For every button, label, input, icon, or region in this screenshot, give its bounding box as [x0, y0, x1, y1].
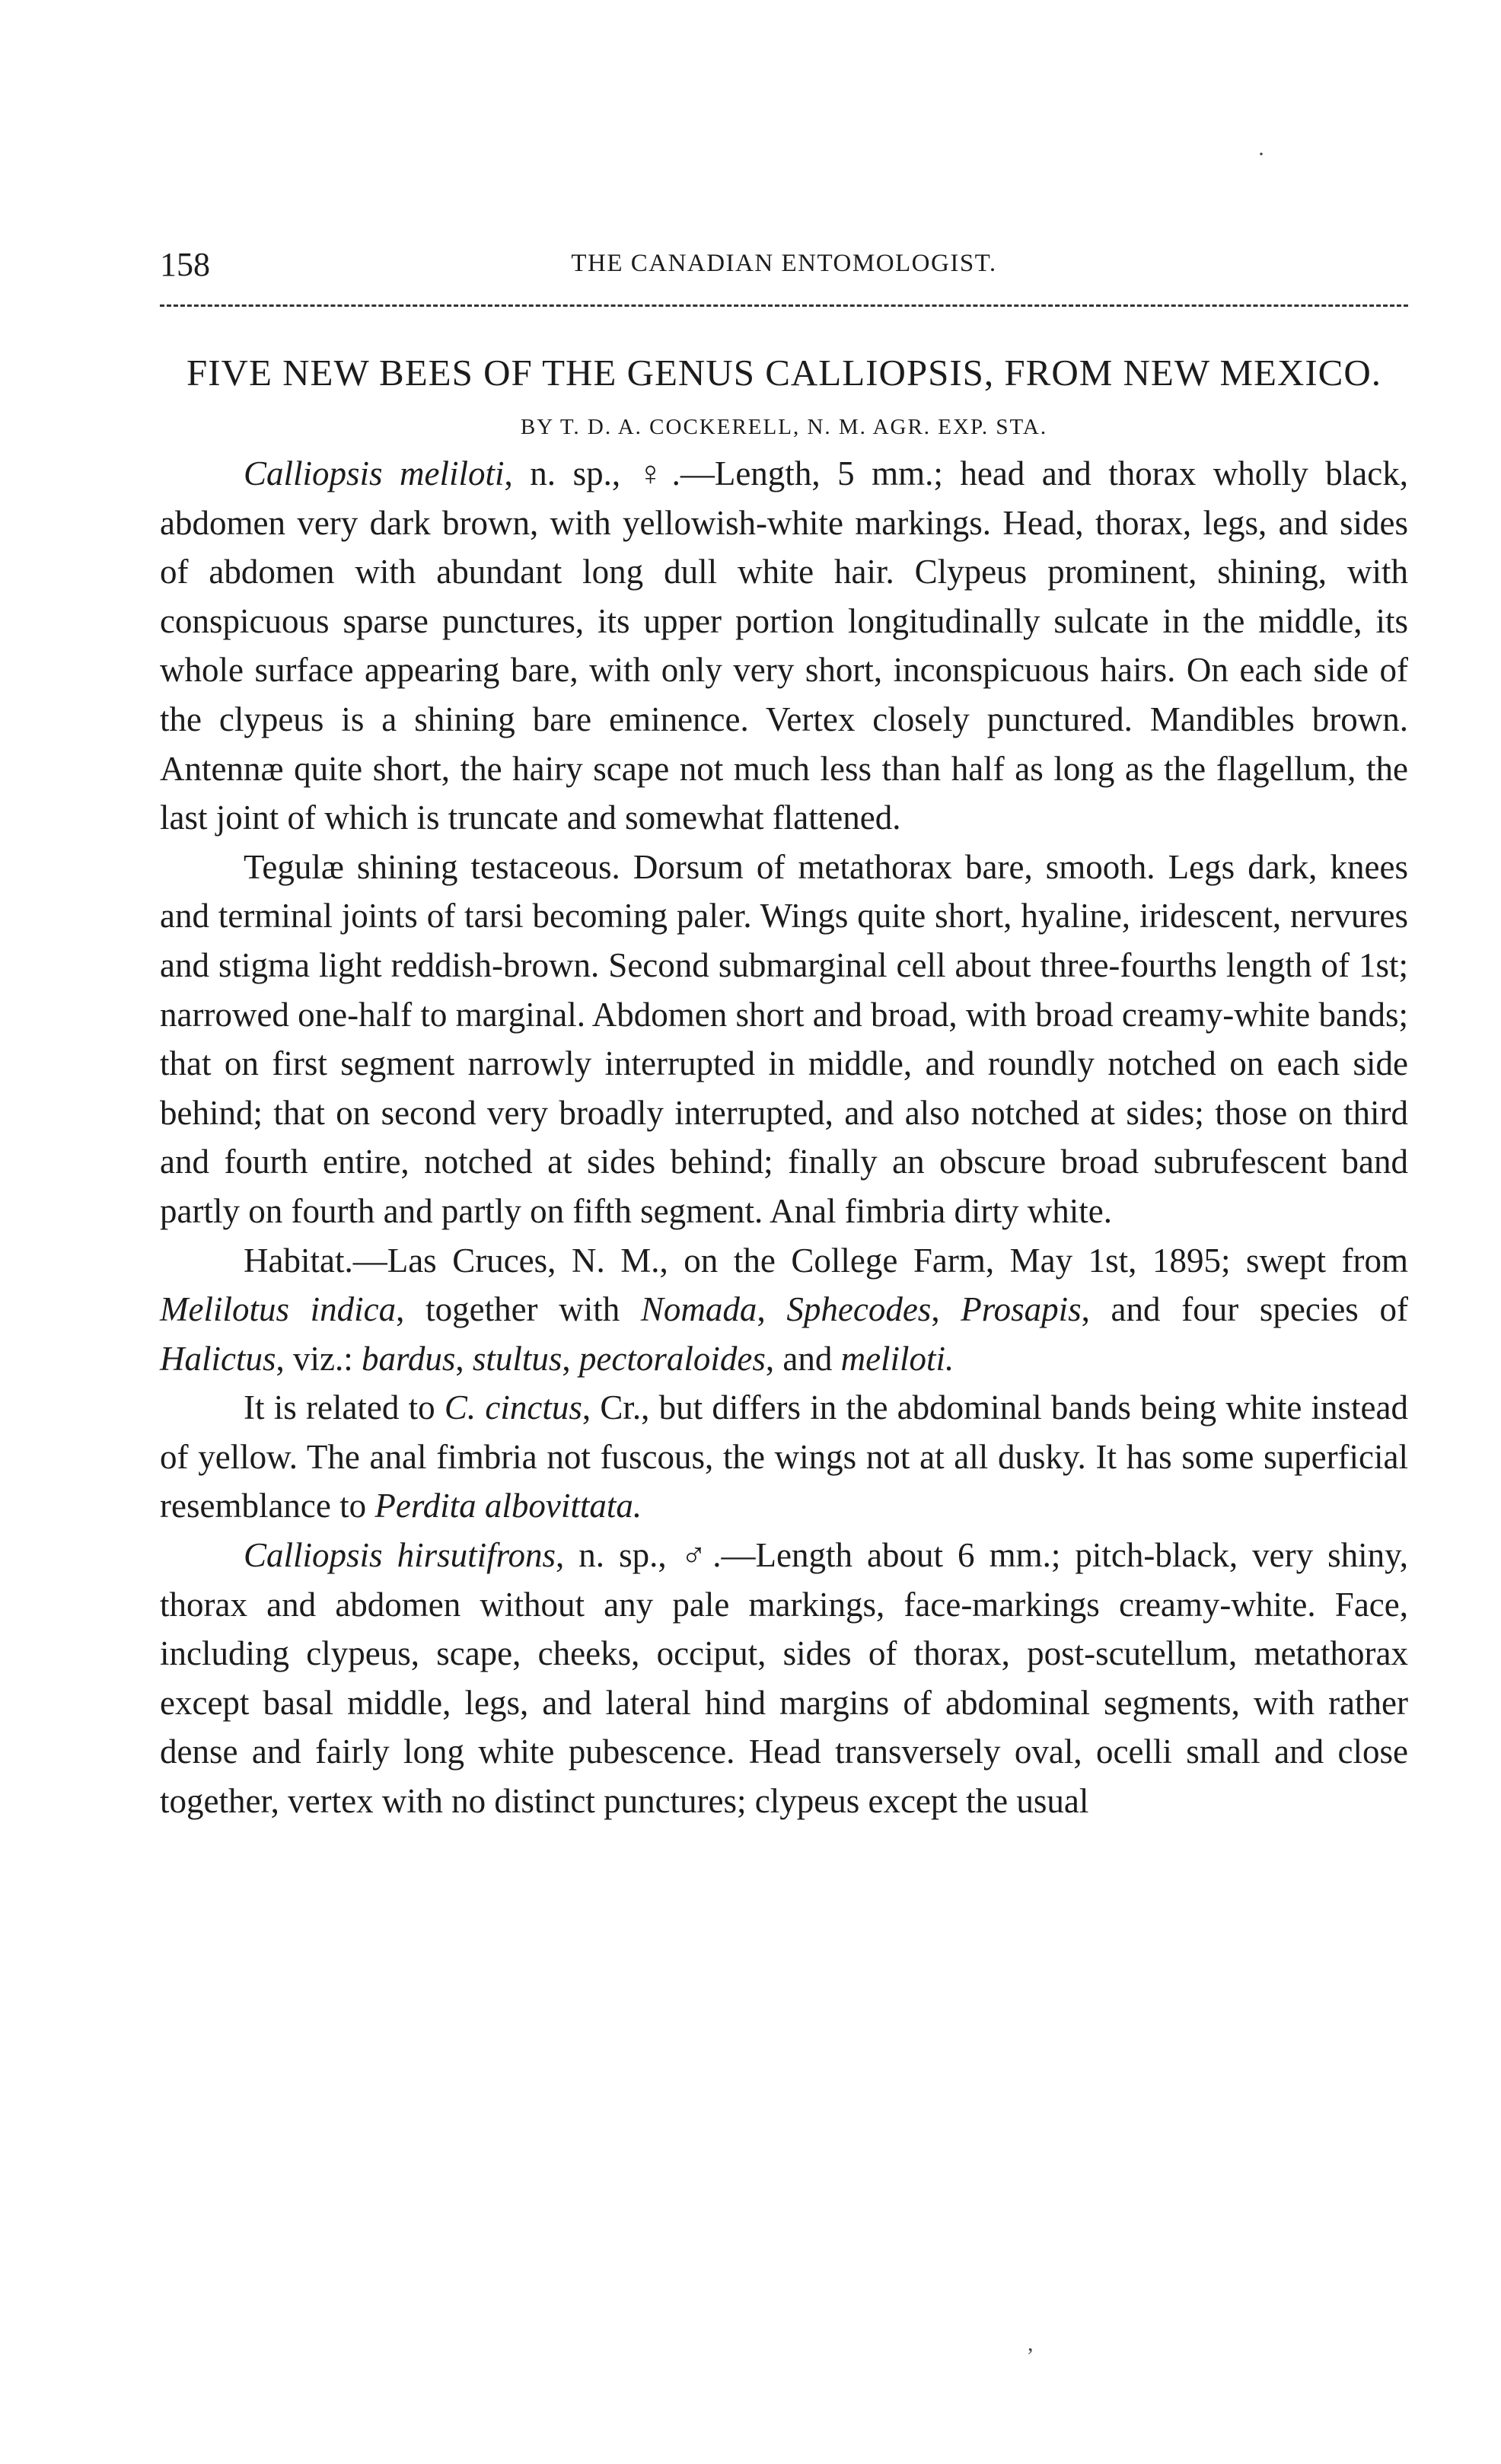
paragraph-comparison	[160, 1383, 1408, 1531]
taxon-name: Nomada	[640, 1290, 757, 1329]
text-run: , together with	[396, 1290, 641, 1329]
header-rule	[160, 304, 1408, 307]
text-run: , and four species of	[1081, 1290, 1408, 1329]
taxon-name: bardus	[361, 1339, 456, 1378]
text-run: , Cr., but differs in the abdominal bands being white instead of yellow. The anal fimbria not fuscous, the wings not at all dusky. It has some superficial resemblance to	[160, 1388, 1408, 1525]
paragraph-text: , n. sp., ♀.—Length, 5 mm.; head and thorax wholly black, abdomen very dark brown, with yellowish-white markings. Head, thorax, legs, and sides of abdomen with abundant long dull white hair. Clypeus prominent, shining, with conspicuous sparse punctures, its upper portion longitudinally sulcate in the middle, its whole surface appearing bare, with only very short, inconspicuous hairs. On each side of the clypeus is a shining bare eminence. Vertex closely punctured. Mandibles brown. Antennæ quite short, the hairy scape not much less than half as long as the flagellum, the last joint of which is truncate and somewhat flattened.	[160, 454, 1408, 837]
taxon-name: Perdita albovittata.	[374, 1487, 642, 1525]
paragraph-2	[160, 843, 1408, 1236]
taxon-name: meliloti.	[840, 1339, 954, 1378]
article-title: FIVE NEW BEES OF THE GENUS CALLIOPSIS, FROM NEW MEXICO.	[186, 352, 1381, 394]
text-run: It is related to	[244, 1388, 445, 1427]
text-run: , and	[765, 1339, 841, 1378]
species-name: Calliopsis meliloti	[244, 454, 505, 492]
journal-title: THE CANADIAN ENTOMOLOGIST.	[571, 250, 997, 277]
taxon-name: Sphecodes	[786, 1290, 932, 1329]
text-run: ,	[931, 1290, 961, 1329]
species-name: Calliopsis hirsutifrons	[244, 1536, 556, 1575]
running-head	[160, 228, 1408, 289]
stray-mark-top: ·	[1257, 142, 1265, 167]
text-run: ,	[562, 1339, 579, 1378]
taxon-name: pectoraloides	[578, 1339, 766, 1378]
taxon-name: C. cinctus	[444, 1388, 582, 1427]
paragraph-habitat	[160, 1236, 1408, 1384]
text-run: ,	[455, 1339, 473, 1378]
paragraph-text: Tegulæ shining testaceous. Dorsum of metathorax bare, smooth. Legs dark, knees and terminal joints of tarsi becoming paler. Wings quite short, hyaline, iridescent, nervures and stigma light reddish-brown. Second submarginal cell about three-fourths length of 1st; narrowed one-half to marginal. Abdomen short and broad, with broad creamy-white bands; that on first segment narrowly interrupted in middle, and roundly notched on each side behind; that on second very broadly interrupted, and also notched at sides; those on third and fourth entire, notched at sides behind; finally an obscure broad subrufescent band partly on fourth and partly on fifth segment. Anal fimbria dirty white.	[160, 847, 1408, 1230]
taxon-name: Prosapis	[961, 1290, 1082, 1329]
page	[160, 228, 1408, 1826]
byline: BY T. D. A. COCKERELL, N. M. AGR. EXP. STA.	[520, 415, 1048, 439]
taxon-name: Melilotus indica	[160, 1290, 397, 1329]
taxon-name: Halictus	[160, 1339, 276, 1378]
text-run: Habitat.—Las Cruces, N. M., on the College Farm, May 1st, 1895; swept from	[244, 1241, 1408, 1280]
taxon-name: stultus	[472, 1339, 562, 1378]
text-run: ,	[757, 1290, 787, 1329]
paragraph-5	[160, 1531, 1408, 1826]
text-run: , viz.:	[276, 1339, 362, 1378]
article-body	[160, 449, 1408, 1826]
page-number: 158	[160, 246, 210, 283]
stray-mark-bottom: ,	[1028, 2331, 1034, 2356]
paragraph-text: , n. sp., ♂.—Length about 6 mm.; pitch-black, very shiny, thorax and abdomen without any pale markings, face-markings creamy-white. Face, including clypeus, scape, cheeks, occiput, sides of thorax, post-scutellum, metathorax except basal middle, legs, and lateral hind margins of abdominal segments, with rather dense and fairly long white pubescence. Head transversely oval, ocelli small and close together, vertex with no distinct punctures; clypeus except the usual	[160, 1536, 1409, 1821]
paragraph-1	[160, 449, 1408, 843]
